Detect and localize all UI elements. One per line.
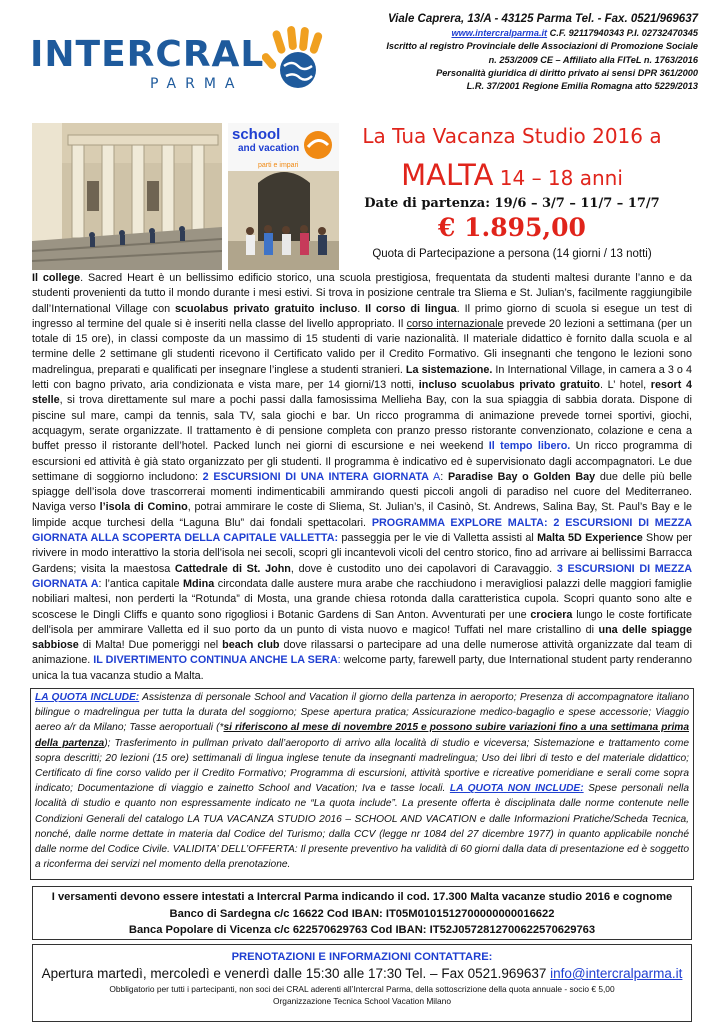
scuolabus-bold: scuolabus privato gratuito incluso — [175, 302, 358, 315]
website-line — [318, 27, 698, 40]
beach-club-text: dove rilassarsi o partecipare ad una delle numerose attività organizzate dal team di animazione. — [32, 639, 692, 667]
beach-text: due delle più belle spiagge dell’isola dove trascorrerai momenti indimenticabili ammirando questi piccoli angoli di paradiso nel cuore del Mediterraneo. Naviga verso — [32, 470, 693, 514]
quota-include-heading: LA QUOTA INCLUDE: — [35, 692, 140, 703]
age-range: 14 – 18 anni — [493, 166, 623, 190]
cathedral: Cattedrale di St. John — [174, 562, 291, 575]
text-fragment: : — [440, 470, 448, 483]
school-logo-sub: and vacation — [238, 143, 300, 154]
college-heading: Il college — [32, 272, 81, 284]
airport-tax-note: si riferiscono al mese di novembre 2015 e possono subire variazioni fino a una settimana prima della partenza — [35, 722, 689, 749]
evening-fun-text: welcome party, farewell party, due International student party renderanno unica la tua vacanza studio a Malta. — [32, 654, 693, 682]
free-time-text: Un ricco programma di escursioni ed attività è già stato organizzato per gli studenti. Il programma è indicativo ed è supervisionato dagli accompagnatori. Le due settimane di soggiorno includono: — [32, 440, 693, 483]
text-fragment: . — [357, 302, 366, 315]
organizer-note: Organizzazione Tecnica School Vacation Milano — [273, 996, 451, 1006]
school-logo-word: school — [232, 126, 281, 143]
text-fragment: . L’ hotel, — [600, 379, 651, 392]
free-time-heading: Il tempo libero. — [488, 440, 571, 453]
comino-text: , potrai ammirare le coste di Sliema, St. Julian’s, il Casinò, St. Andrews, Salina Bay, St. Paul’s Bay e le limpide acque turchesi della “Laguna Blu” dai fondali spettacolari. — [32, 501, 692, 529]
departure-dates: Date di partenza: 19/6 – 3/7 – 11/7 – 17/7 — [364, 196, 660, 211]
bank-sardegna: Banco di Sardegna c/c 16622 Cod IBAN: IT05M0101512700000000016622 — [169, 907, 555, 920]
text-fragment: di Malta! Due pomeriggi nel — [78, 639, 223, 652]
affiliation-line: n. 253/2009 CE – Affiliato alla FITeL n. 1763/2016 — [488, 54, 698, 65]
email-link[interactable]: info@intercralparma.it — [550, 966, 683, 981]
offer-title: La Tua Vacanza Studio 2016 a — [362, 124, 662, 148]
price-note: Quota di Partecipazione a persona (14 giorni / 13 notti) — [372, 248, 652, 260]
contact-title: PRENOTAZIONI E INFORMAZIONI CONTATTARE: — [231, 951, 493, 963]
college-text: . Sacred Heart è un bellissimo edificio storico, una scuola prestigiosa, frequentata da studenti maltesi durante l’anno e da studenti provenienti da tutto il mondo durante i mesi estivi. Si trova in posizione centrale tra Sliema e St. Julian’s, facilmente raggiungibile dall’International Village con — [32, 272, 693, 315]
beach-club: beach club — [222, 639, 280, 652]
mdina-text: circondata dalle austere mura arabe che racchiudono i meravigliosi palazzi delle maggiori famiglie nobiliari maltesi, non perderti la “Rotunda” di Mosta, una grande chiesa rotonda dalla caratteristica cupola. Scopri quanto sono alte e scoscese le Dingli Cliffs e quanto sono rigogliosi i Botanic Gardens di San Anton. Avventurati per une — [32, 577, 692, 621]
college-photo — [32, 123, 222, 270]
paradise-bay: Paradise Bay o Golden Bay — [447, 470, 596, 483]
header-info — [318, 12, 698, 93]
accommodation-text: In International Village, in camera a 3 o 4 letti con bagno privato, aria condizionata e vista mare, per 14 giorni/13 notti, — [32, 363, 692, 392]
accommodation-heading: La sistemazione. — [405, 363, 493, 376]
legal-line: Personalità giuridica di diritto privato ai sensi DPR 361/2000 — [436, 67, 698, 78]
payment-instructions: I versamenti devono essere intestati a Intercral Parma indicando il cod. 17.300 Malta vacanze studio 2016 e cognome — [51, 891, 673, 903]
hours-text: Apertura martedì, mercoledì e venerdì dalle 15:30 alle 17:30 Tel. – Fax 0521.969637 — [41, 966, 551, 981]
students-photo — [228, 123, 339, 270]
membership-note: Obbligatorio per tutti i partecipanti, non soci dei CRAL aderenti all’Intercral Parma, della sottoscrizione della quota annuale - socio € 5,00 — [109, 984, 615, 994]
text-fragment: : l’antica capitale — [98, 577, 184, 590]
program-description — [32, 271, 692, 684]
destination-name: MALTA — [401, 158, 494, 192]
text-fragment: A — [428, 470, 441, 483]
malta-5d: Malta 5D Experience — [537, 532, 643, 545]
payment-box — [32, 886, 692, 940]
fiscal-code: C.F. 92117940343 P.I. 02732470345 — [547, 28, 698, 38]
course-text: . Il primo giorno di scuola si esegue un test di ingresso al termine del quale si è inseriti nella classe del livello appropriato. Il — [32, 302, 692, 330]
full-day-excursions-heading: 2 ESCURSIONI DI UNA INTERA GIORNATA — [202, 470, 429, 483]
evening-fun-heading: IL DIVERTIMENTO CONTINUA ANCHE LA SERA — [93, 654, 338, 667]
comino: l’isola di Comino — [99, 501, 188, 514]
intercral-logo — [30, 34, 330, 94]
registry-line: Iscritto al registro Provinciale delle Associazioni di Promozione Sociale — [386, 41, 698, 52]
bank-vicenza: Banca Popolare di Vicenza c/c 622570629763 Cod IBAN: IT52J0572812700622570629763 — [128, 924, 596, 936]
quota-exclude-text: Spese personali nella località di studio e quanto non espressamente indicato ne “La quota include”. La presente offerta è disciplinata dalle norme contenute nelle Condizioni Generali del catalogo LA TUA VACANZA STUDIO 2016 – SCHOOL AND VACATION e dalle Informazioni Pratiche/Scheda Tecnica, nonché, dalle norme dettate in materia dal Codice del Turismo; dalla CCV (legge nr 1084 del 27 dicembre 1977) in quanto applicabile nonché dalle norme del Codice Civile. VALIDITA’ DELL’OFFERTA: Il presente preventivo ha validità di 60 giorni dalla data di presentazione ed è soggetto a riconferma dei servizi nel momento della prenotazione. — [35, 783, 689, 871]
address-line: Viale Caprera, 13/A - 43125 Parma Tel. - Fax. 0521/969637 — [387, 13, 698, 25]
website-link[interactable]: www.intercralparma.it — [451, 28, 548, 38]
half-day-excursions-heading: 3 ESCURSIONI DI MEZZA GIORNATA A — [32, 562, 692, 590]
logo-wordmark: INTERCRAL — [30, 34, 265, 75]
logo-subtitle: PARMA — [150, 76, 244, 92]
valletta-text: passeggia per le vie di Valletta assisti al — [338, 532, 538, 545]
scuolabus-bold-2: incluso scuolabus privato gratuito — [418, 379, 601, 392]
cruise: crociera — [530, 608, 573, 621]
quota-include-text: Assistenza di personale School and Vacation il giorno della partenza in aeroporto; Presenza di accompagnatore italiano bilingue o madrelingua per tutta la durata del soggiorno; Spese apertura pratica; Assicurazione medico-bagaglio e spese accessorie; Viaggio aereo a/r da Milano; Tasse aeroportuali (* — [35, 692, 689, 734]
mdina: Mdina — [183, 577, 215, 590]
quota-details-box — [30, 688, 694, 880]
school-logo-tag: parti e impari — [258, 162, 299, 169]
text-fragment: : — [337, 654, 344, 667]
opening-hours — [33, 965, 691, 983]
explore-malta-heading: PROGRAMMA EXPLORE MALTA: 2 ESCURSIONI DI MEZZA GIORNATA ALLA SCOPERTA DELLA CAPITALE VALLETTA: — [32, 516, 692, 545]
hotel-text: , si trova direttamente sul mare a pochi passi dalla famosissima Mellieha Bay, con la sua spiaggia di sabbia dorata. Dispone di piscine sul mare, campi da tennis, sala TV, sala giochi e bar. Un ricco programma di animazione prevede tornei sportivi, giochi, acquagym, serate organizzate. Il trattamento è di pensione completa con pranzo presso ristorante convenzionato, colazione e cena a buffet presso il ristorante dell’hotel. Packed lunch nei giorni di escursione e nei weekend — [32, 394, 692, 453]
destination-title — [342, 158, 682, 192]
course-text-2: prevede 20 lezioni a settimana (per un totale di 15 ore), in classi composte da un massimo di 15 studenti di varie nazionalità. Il materiale didattico è fornito dalla scuola e al termine delle 2 settimane gli studenti ricevono il Certificato valido per il Credito Formativo. Gli insegnanti che tengono le lezioni sono madrelingua, preparati e qualificati per insegnare l’inglese a studenti stranieri. — [32, 317, 692, 376]
contact-box — [32, 944, 692, 1022]
resort-stars: resort 4 stelle — [32, 379, 692, 407]
course-international: corso internazionale — [406, 317, 504, 330]
valletta-text-2: Show per rivivere in modo interattivo la storia dell’isola nei secoli, scopri gli incantevoli vicoli del centro storico, fino ad arrivare ai bellissimi Barracca Gardens; visita la maestosa — [32, 532, 692, 575]
caravaggio-text: , dove è custodito uno dei capolavori di Caravaggio. — [290, 562, 557, 575]
regional-line: L.R. 37/2001 Regione Emilia Romagna atto 5229/2013 — [466, 81, 698, 92]
quota-include-text-2: ); Trasferimento in pullman privato dall’aeroporto di arrivo alla località di studio e viceversa; Sistemazione e trattamento come sopra descritti; 20 lezioni (15 ore) settimanali di lingua inglese tenute da insegnanti madrelingua; Uso dei libri di testo e del materiale didattico; Certificato di fine corso valido per il Credito Formativo; Programma di escursioni, attività sportive e ricreative pomeridiane e serali come sopra indicato; Documentazione di viaggio e zainetto School and Vacation; Iva e tasse locali. — [35, 737, 689, 795]
course-heading: Il corso di lingua — [365, 302, 457, 315]
sandy-beach: una delle spiagge sabbiose — [32, 623, 692, 652]
price: € 1.895,00 — [438, 213, 586, 242]
quota-exclude-heading: LA QUOTA NON INCLUDE: — [449, 783, 584, 795]
cruise-text: lungo le coste fortificate dell'isola per ammirare Valletta ed il suo porto da un punto di vista nuovo e magico! Tuffati nel mare cristallino di — [32, 608, 692, 636]
